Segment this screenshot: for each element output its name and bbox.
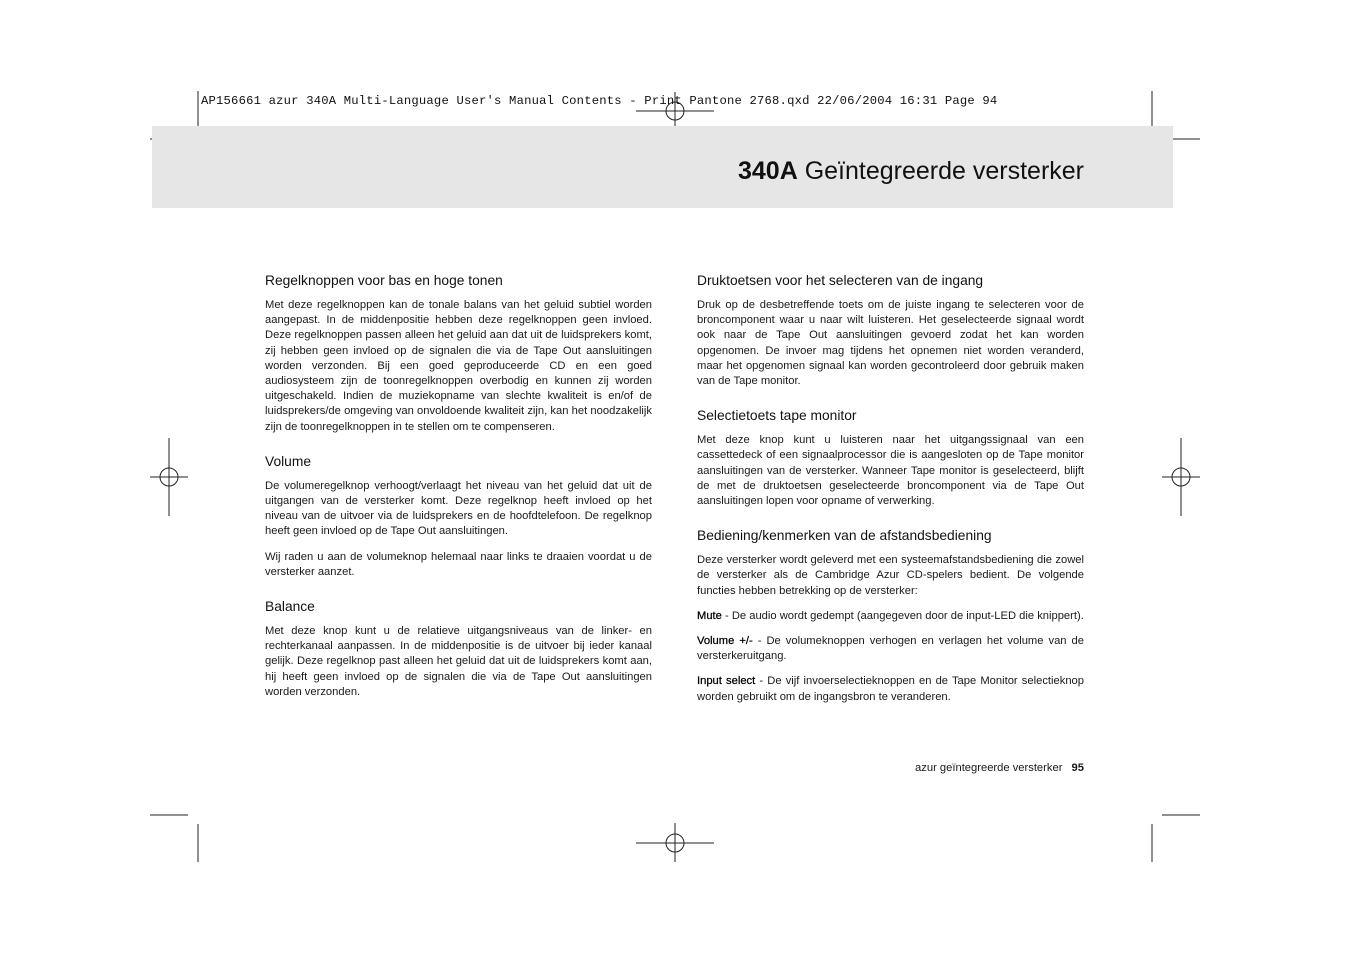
item-text: - De audio wordt gedempt (aangegeven door de input-LED die knippert). [721,609,1084,622]
right-column [697,272,1084,723]
title-text: Geïntegreerde versterker [804,157,1084,185]
remote-item-input-select [697,674,1084,704]
section-input-buttons [697,272,1084,389]
section-paragraph: Met deze regelknoppen kan de tonale balans van het geluid subtiel worden aangepast. In de middenpositie hebben deze regelknoppen geen invloed. Deze regelknoppen passen alleen het geluid aan dat uit de luidsprekers komt, zij hebben geen invloed op de signalen die via de Tape Out aansluitingen worden verzonden. Bij een goed geproduceerde CD en een goed audiosysteem zijn de toonregelknoppen overbodig en kunnen zij worden uitgeschakeld. Indien de muziekopname van slechte kwaliteit is en/of de luidsprekers/de omgeving van onvoldoende kwaliteit zijn, kan het noodzakelijk zijn de toonregelknoppen in te stellen om te compenseren. [265,299,652,433]
title-model: 340A [737,157,798,185]
section-paragraph: Wij raden u aan de volumeknop helemaal naar links te draaien voordat u de versterker aanzet. [265,550,652,578]
section-heading: Bediening/kenmerken van de afstandsbediening [697,528,992,544]
section-volume [265,453,652,580]
section-bass-treble [265,272,652,435]
page-number: 95 [1071,762,1084,774]
section-heading: Balance [265,599,315,615]
section-heading: Volume [265,453,312,469]
section-paragraph: Met deze knop kunt u luisteren naar het uitgangssignaal van een cassettedeck of een signaalprocessor die is aangesloten op de Tape monitor aansluitingen van de versterker. Wanneer Tape monitor is geselecteerd, blijft de met de druktoetsen geselecteerde broncomponent via de Tape Out aansluitingen lopen voor opname of verwerking. [697,434,1084,508]
left-column [265,272,652,718]
remote-item-mute [697,609,1084,624]
section-heading: Regelknoppen voor bas en hoge tonen [265,273,503,288]
item-term: Input select [697,675,756,688]
section-paragraph: Druk op de desbetreffende toets om de juiste ingang te selecteren voor de broncomponent waar u naar wilt luisteren. Het geselecteerde signaal wordt ook naar de Tape Out aansluitingen gevoerd zodat het kan worden opgenomen. De invoer mag tijdens het opnemen niet worden veranderd, maar het opgenomen signaal kan worden gecontroleerd door gebruik maken van de Tape monitor. [697,299,1084,388]
page-title [738,157,1084,186]
item-text: - De vijf invoerselectieknoppen en de Tape Monitor selectieknop worden gebruikt om de ingangsbron te veranderen. [697,675,1084,703]
section-heading: Selectietoets tape monitor [697,408,857,424]
item-term: Mute [697,609,722,622]
item-text: - De volumeknoppen verhogen en verlagen het volume van de versterkeruitgang. [697,635,1084,663]
page-footer [915,762,1084,774]
section-paragraph: De volumeregelknop verhoogt/verlaagt het niveau van het geluid dat uit de uitgangen van de versterker komt. Deze regelknop heeft invloed op het niveau van de uitvoer via de luidsprekers en de hoofdtelefoon. De regelknop heeft geen invloed op de Tape Out aansluitingen. [265,479,652,538]
section-balance [265,598,652,700]
print-slug-line: AP156661 azur 340A Multi-Language User's Manual Contents - Print Pantone 2768.qxd 22/06/2004 16:31 Page 94 [201,94,998,108]
section-paragraph: Met deze knop kunt u de relatieve uitgangsniveaus van de linker- en rechterkanaal aanpassen. In de middenpositie is de uitvoer bij ieder kanaal gelijk. Deze regelknop past alleen het geluid dat uit de luidsprekers komt aan, hij heeft geen invloed op de signalen die via de Tape Out aansluitingen worden verzonden. [265,625,652,698]
section-paragraph: Deze versterker wordt geleverd met een systeemafstandsbediening die zowel de versterker als de Cambridge Azur CD-spelers bedient. De volgende functies hebben betrekking op de versterker: [697,554,1084,597]
section-tape-monitor [697,407,1084,509]
section-heading: Druktoetsen voor het selecteren van de ingang [697,273,984,288]
section-remote-control [697,527,1084,705]
remote-item-volume [697,634,1084,664]
item-term: Volume +/- [697,635,753,648]
footer-label: azur geïntegreerde versterker [915,762,1063,774]
